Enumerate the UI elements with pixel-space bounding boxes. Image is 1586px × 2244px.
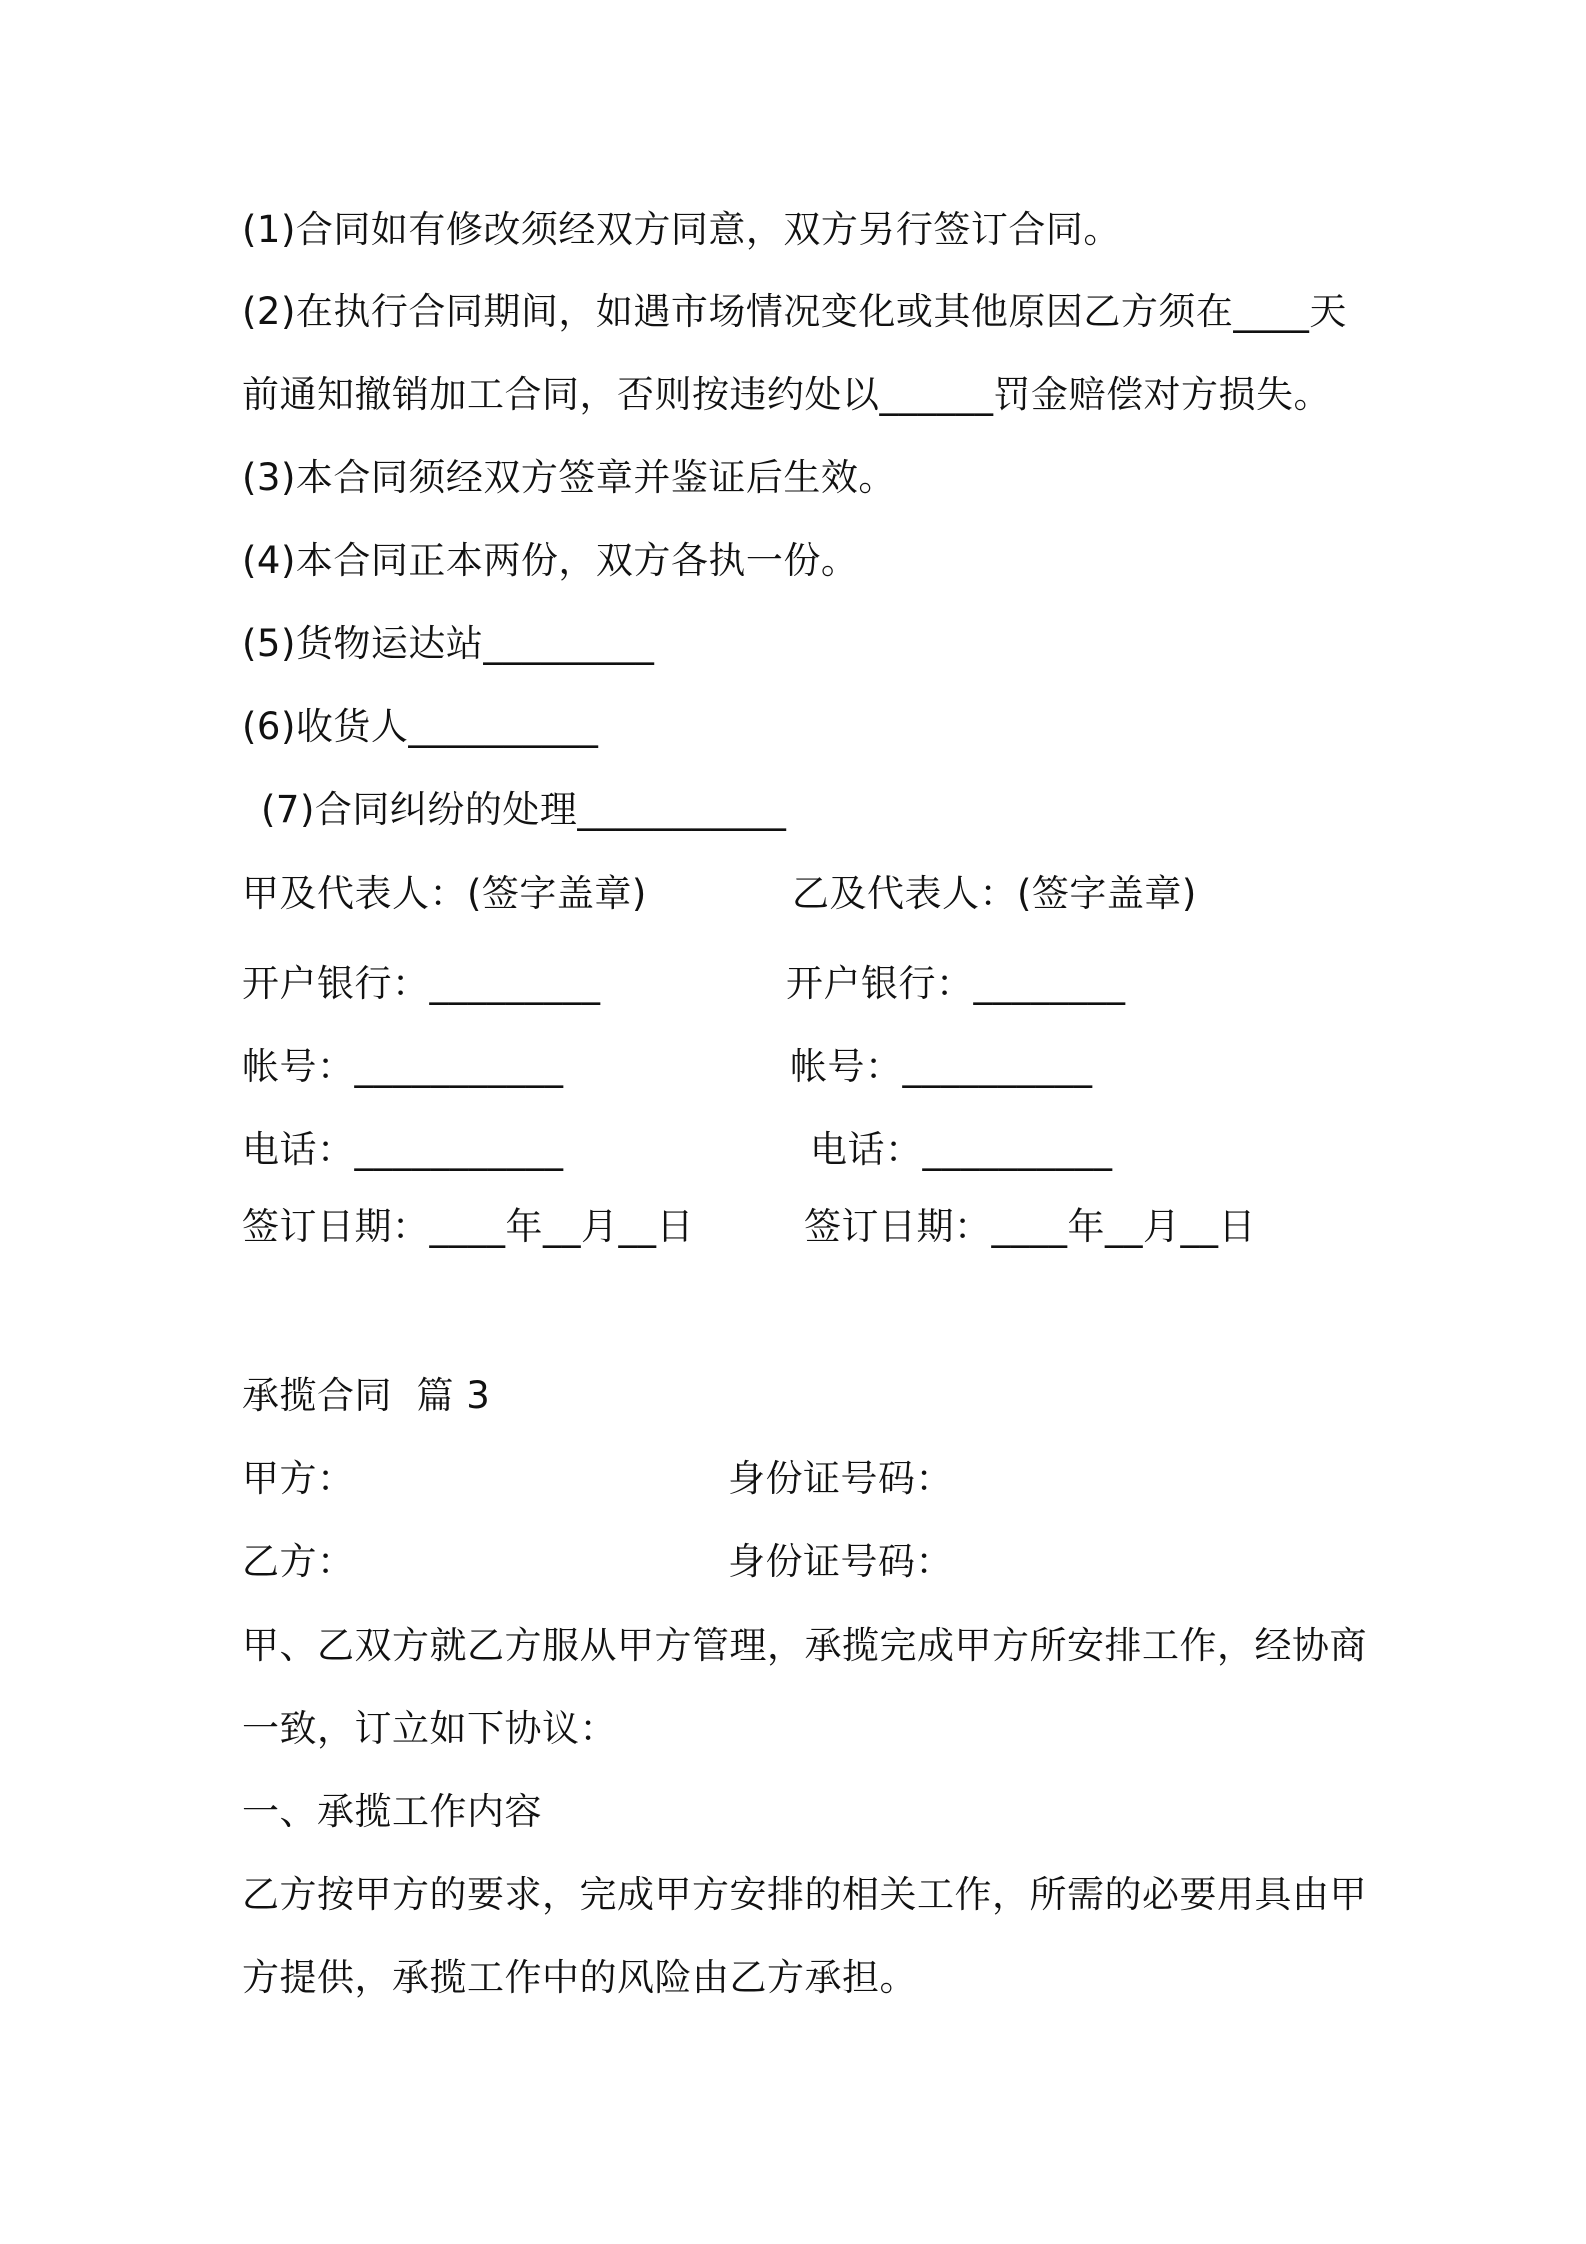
clause-7: (7)合同纠纷的处理___________ [261,788,787,831]
party-b-representative: 乙及代表人：(签字盖章) [792,872,1197,915]
clause-2-line-2: 前通知撤销加工合同，否则按违约处以______罚金赔偿对方损失。 [242,373,1331,416]
party-b-label: 乙方： [242,1540,355,1583]
intro-line-2: 一致，订立如下协议： [242,1707,617,1750]
party-a-phone: 电话：___________ [242,1128,564,1171]
party-b-phone: 电话：__________ [810,1128,1113,1171]
intro-line-1: 甲、乙双方就乙方服从甲方管理，承揽完成甲方所安排工作，经协商 [242,1624,1367,1667]
section-title: 承揽合同 篇 3 [242,1374,491,1417]
party-b-account: 帐号：__________ [790,1045,1093,1088]
clause-4: (4)本合同正本两份，双方各执一份。 [242,539,859,582]
party-a-bank: 开户银行：_________ [242,962,601,1005]
clause-2-line-1: (2)在执行合同期间，如遇市场情况变化或其他原因乙方须在____天 [242,290,1347,333]
party-a-sign-date: 签订日期：____年__月__日 [242,1205,694,1248]
party-b-id-label: 身份证号码： [728,1540,953,1583]
clause-6: (6)收货人__________ [242,705,599,748]
work-content-line-1: 乙方按甲方的要求，完成甲方安排的相关工作，所需的必要用具由甲 [242,1873,1367,1916]
clause-3: (3)本合同须经双方签章并鉴证后生效。 [242,456,896,499]
clause-1: (1)合同如有修改须经双方同意，双方另行签订合同。 [242,208,1121,251]
party-b-sign-date: 签订日期：____年__月__日 [804,1205,1256,1248]
work-content-line-2: 方提供，承揽工作中的风险由乙方承担。 [242,1956,917,1999]
clause-5: (5)货物运达站_________ [242,622,655,665]
heading-work-content: 一、承揽工作内容 [242,1790,542,1833]
party-a-representative: 甲及代表人：(签字盖章) [242,872,647,915]
party-a-id-label: 身份证号码： [728,1457,953,1500]
party-a-label: 甲方： [242,1457,355,1500]
party-b-bank: 开户银行：________ [786,962,1126,1005]
party-a-account: 帐号：___________ [242,1045,564,1088]
